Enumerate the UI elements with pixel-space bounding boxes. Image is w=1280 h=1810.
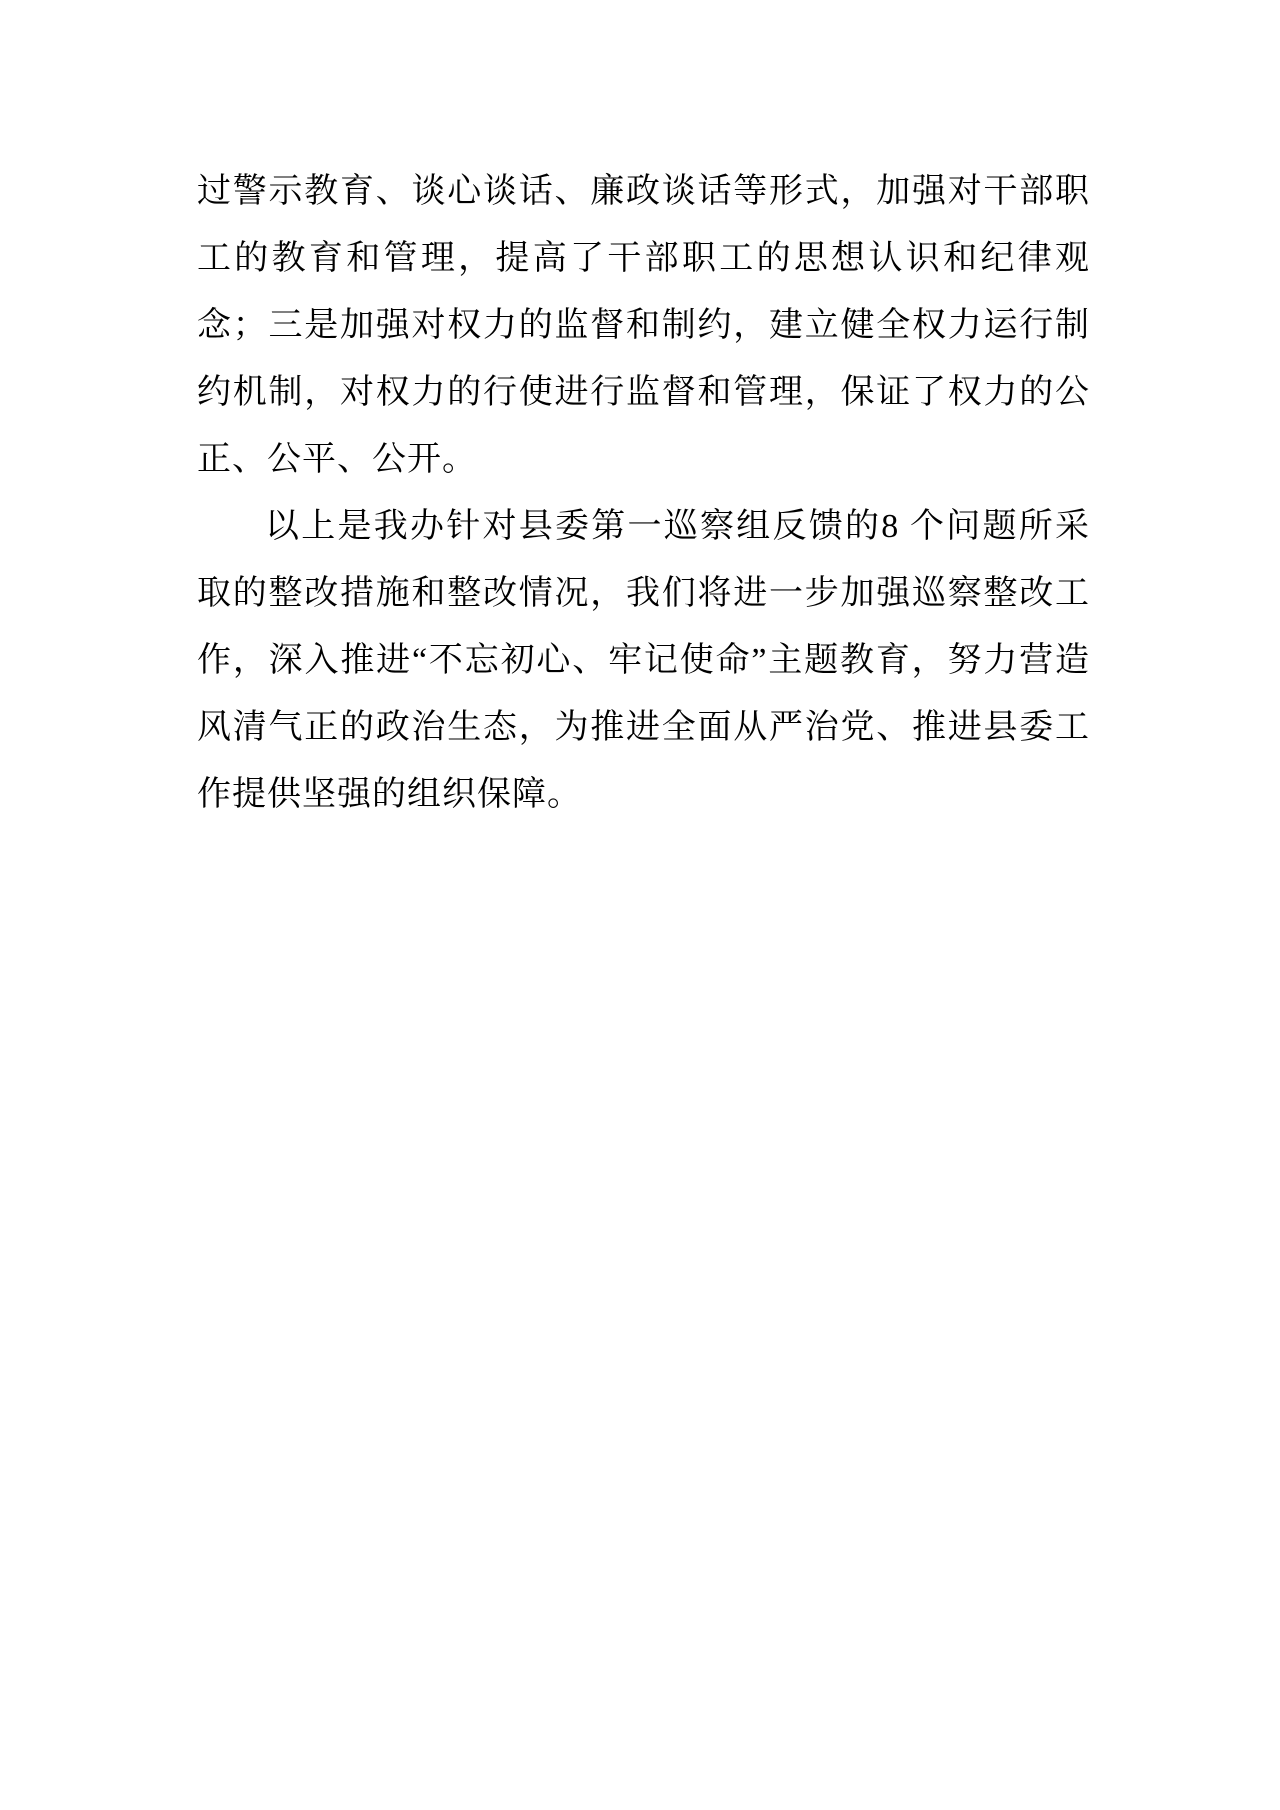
paragraph-closing-summary: 以上是我办针对县委第一巡察组反馈的8 个问题所采取的整改措施和整改情况，我们将进一步加强巡察整改工作，深入推进“不忘初心、牢记使命”主题教育，努力营造风清气正的政治生态，为推进全面从严治党、推进县委工作提供坚强的组织保障。 [197,508,1090,813]
paragraph-continuation: 过警示教育、谈心谈话、廉政谈话等形式，加强对干部职工的教育和管理，提高了干部职工的思想认识和纪律观念；三是加强对权力的监督和制约，建立健全权力运行制约机制，对权力的行使进行监督和管理，保证了权力的公正、公平、公开。 [197,173,1090,478]
document-body [197,158,1090,828]
